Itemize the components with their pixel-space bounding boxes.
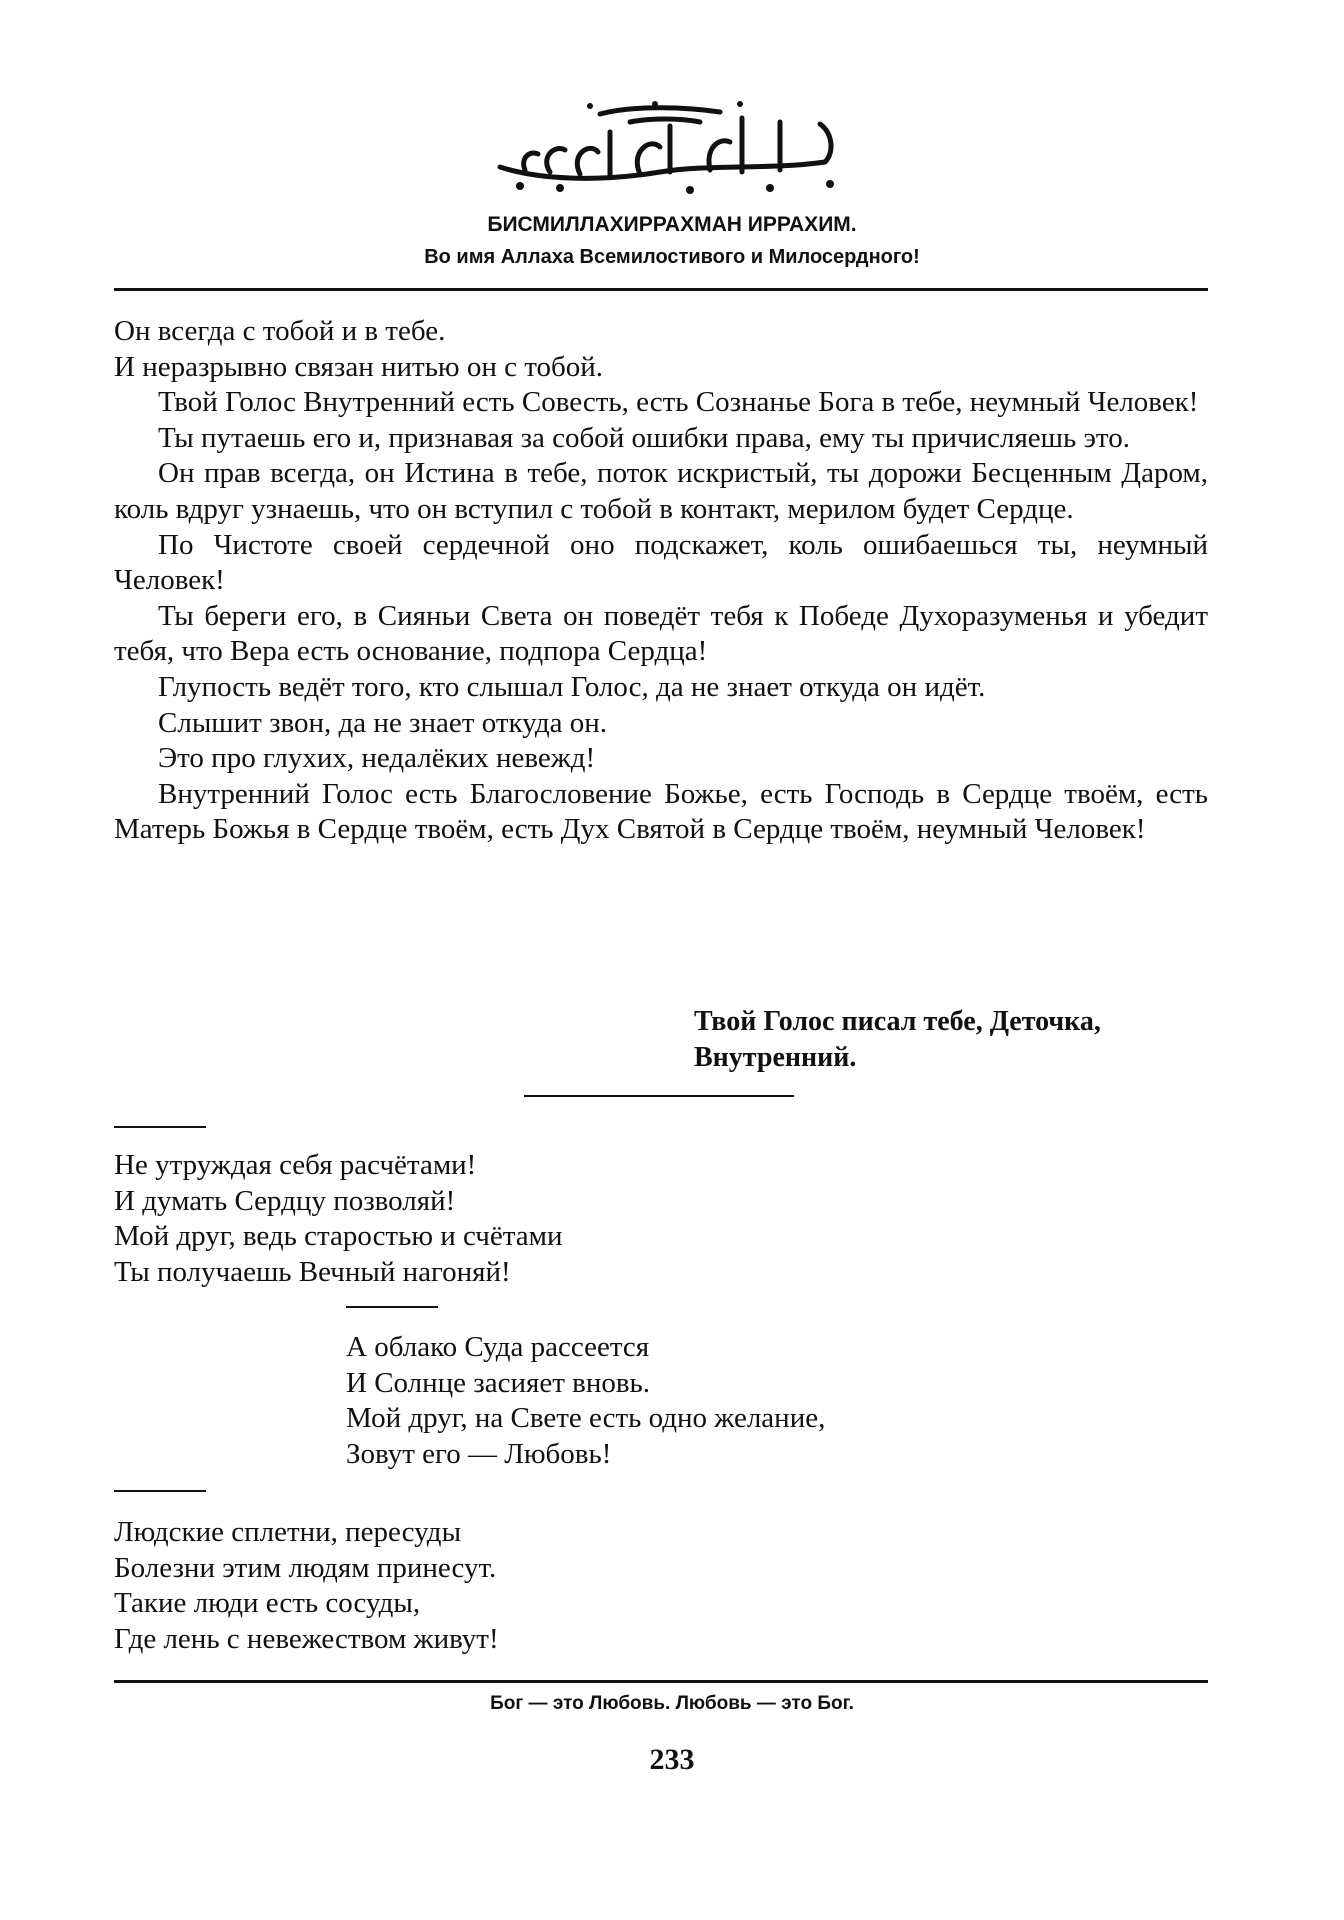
poem-line: Мой друг, на Свете есть одно желание,	[346, 1402, 826, 1435]
paragraph: И неразрывно связан нитью он с тобой.	[114, 350, 604, 383]
poem-divider	[346, 1306, 438, 1308]
signature-line: Внутренний.	[694, 1042, 857, 1073]
paragraph: Ты путаешь его и, признавая за собой ошибки права, ему ты причисляешь это.	[158, 421, 1130, 454]
footer-motto: Бог — это Любовь. Любовь — это Бог.	[490, 1693, 854, 1714]
poem-line: А облако Суда рассеется	[346, 1331, 650, 1363]
section-divider	[524, 1095, 794, 1097]
paragraph: Это про глухих, недалёких невежд!	[158, 742, 596, 775]
header-subtitle: Во имя Аллаха Всемилостивого и Милосердного!	[424, 246, 920, 268]
poem-line: Зовут его — Любовь!	[346, 1437, 612, 1470]
page-number: 233	[649, 1743, 695, 1776]
signature-line: Твой Голос писал тебе, Деточка,	[694, 1006, 1101, 1037]
poem-line: Людские сплетни, пересуды	[114, 1516, 462, 1548]
poem-line: Ты получаешь Вечный нагоняй!	[114, 1255, 511, 1288]
poem-line: Мой друг, ведь старостью и счётами	[114, 1220, 563, 1253]
poem-line: Не утруждая себя расчётами!	[114, 1149, 477, 1181]
paragraph: Слышит звон, да не знает откуда он.	[158, 706, 607, 739]
paragraph: Глупость ведёт того, кто слышал Голос, да не знает откуда он идёт.	[158, 670, 986, 703]
poem-line: Где лень с невежеством живут!	[114, 1622, 499, 1655]
poem-divider	[114, 1126, 206, 1128]
poem-divider	[114, 1490, 206, 1492]
paragraph: Ты береги его, в Сияньи Света он поведёт тебя к Победе Духоразуменья и убедит тебя, что Вера есть основание, подпора Сердца!	[114, 599, 1208, 668]
paragraph: Он прав всегда, он Истина в тебе, поток искристый, ты дорожи Бесценным Даром, коль вдруг узнаешь, что он вступил с тобой в контакт, мерилом будет Сердце.	[114, 457, 1208, 525]
poem-line: Болезни этим людям принесут.	[114, 1551, 497, 1584]
paragraph: Твой Голос Внутренний есть Совесть, есть Сознанье Бога в тебе, неумный Человек!	[158, 386, 1199, 419]
poem	[114, 1515, 499, 1657]
header-divider	[114, 288, 1208, 291]
poem-line: Такие люди есть сосуды,	[114, 1587, 421, 1620]
poem-line: И Солнце засияет вновь.	[346, 1366, 651, 1399]
arabic-calligraphy-emblem	[480, 92, 860, 202]
footer-divider	[114, 1680, 1208, 1683]
poem	[114, 1148, 563, 1290]
paragraph: Он всегда с тобой и в тебе.	[114, 315, 446, 347]
paragraph: По Чистоте своей сердечной оно подскажет, коль ошибаешься ты, неумный Человек!	[114, 528, 1208, 597]
poem	[346, 1330, 825, 1472]
main-text	[114, 314, 1208, 848]
paragraph: Внутренний Голос есть Благословение Божье, есть Господь в Сердце твоём, есть Матерь Божья в Сердце твоём, есть Дух Святой в Сердце твоём, неумный Человек!	[114, 777, 1208, 846]
signature	[694, 1004, 1214, 1076]
header-title: БИСМИЛЛАХИРРАХМАН ИРРАХИМ.	[487, 213, 857, 236]
poem-line: И думать Сердцу позволяй!	[114, 1184, 456, 1217]
